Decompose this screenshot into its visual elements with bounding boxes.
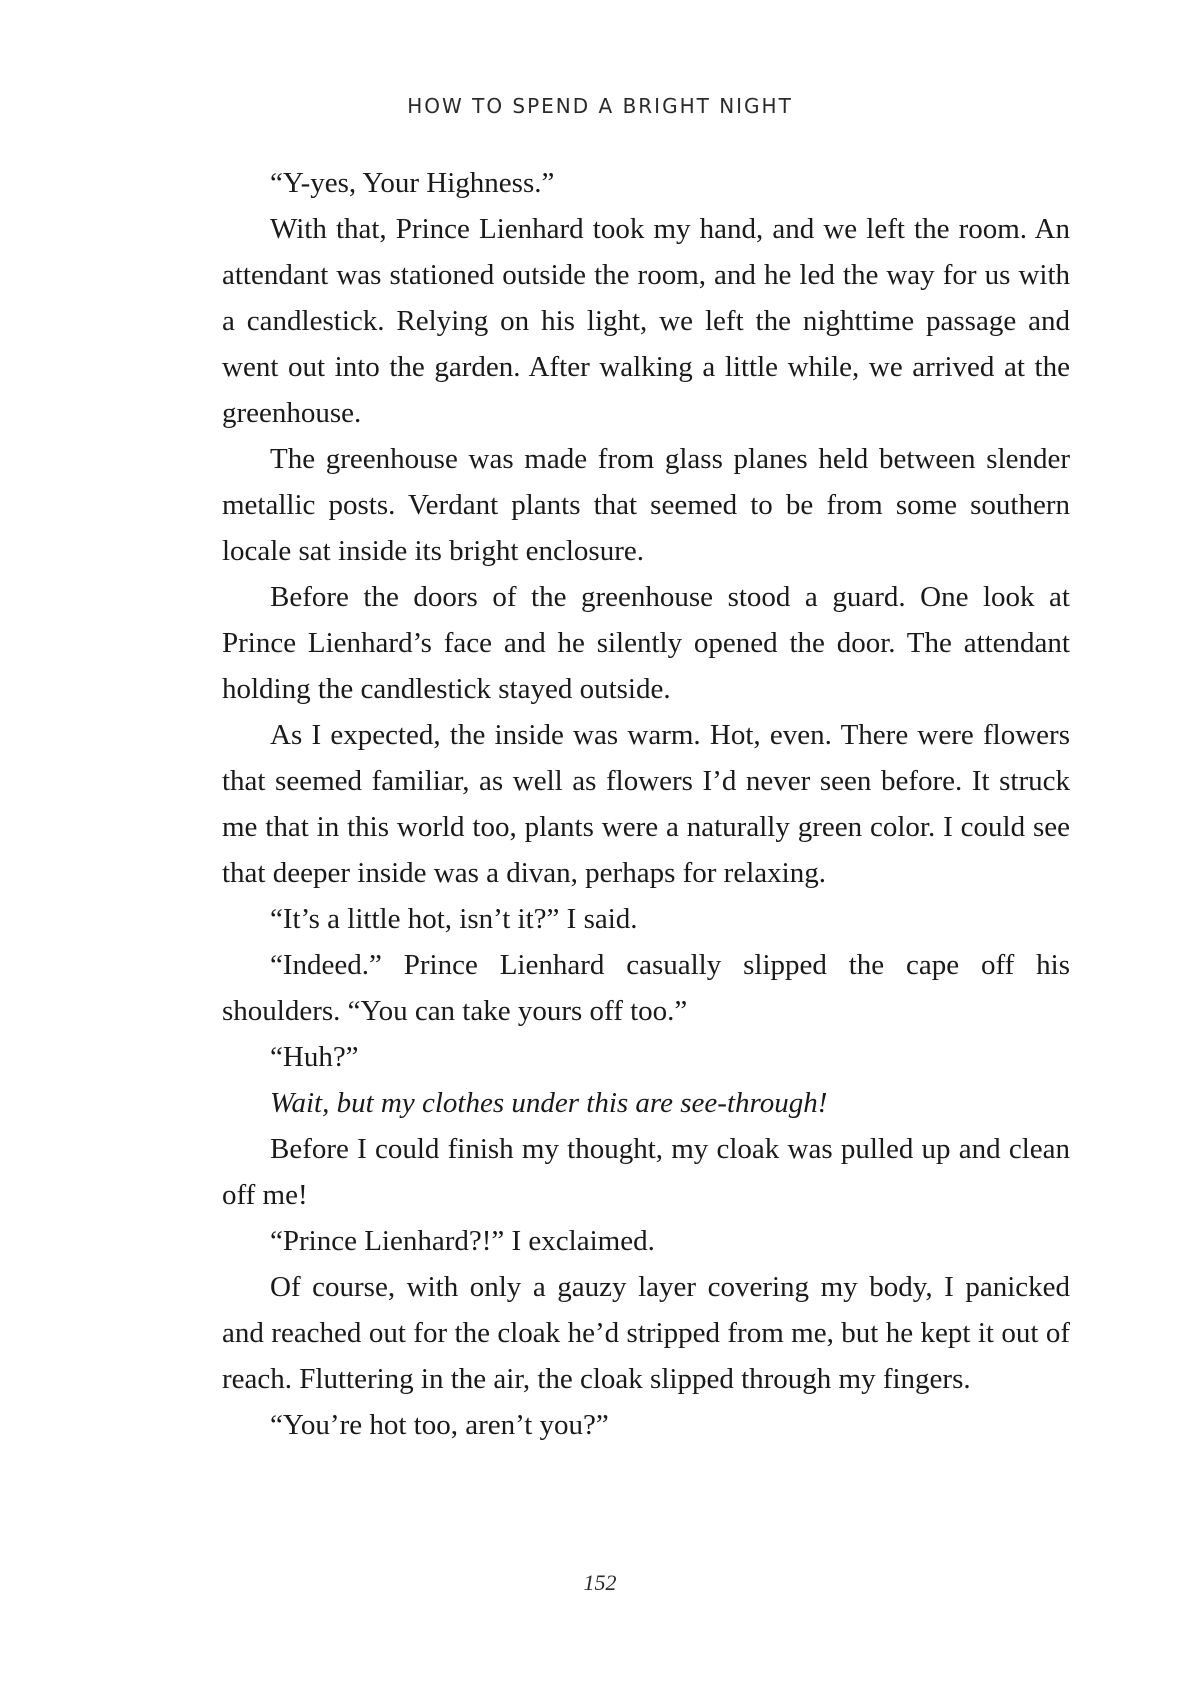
paragraph: Before the doors of the greenhouse stood a guard. One look at Prince Lienhard’s face and he silently opened the door. The attendant holding the candlestick stayed outside. xyxy=(222,581,1070,705)
italic-thought: Wait, but my clothes under this are see-through! xyxy=(270,1087,828,1119)
paragraph: The greenhouse was made from glass planes held between slender metallic posts. Verdant plants that seemed to be from some southern locale sat inside its bright enclosure. xyxy=(222,443,1070,567)
paragraph: “It’s a little hot, isn’t it?” I said. xyxy=(270,903,638,935)
body-text xyxy=(222,160,1070,1448)
paragraph: Before I could finish my thought, my cloak was pulled up and clean off me! xyxy=(222,1133,1070,1211)
running-head: HOW TO SPEND A BRIGHT NIGHT xyxy=(407,94,793,118)
paragraph: Of course, with only a gauzy layer covering my body, I panicked and reached out for the cloak he’d stripped from me, but he kept it out of reach. Fluttering in the air, the cloak slipped through my fingers. xyxy=(222,1271,1070,1395)
paragraph: As I expected, the inside was warm. Hot, even. There were flowers that seemed familiar, as well as flowers I’d never seen before. It struck me that in this world too, plants were a naturally green color. I could see that deeper inside was a divan, perhaps for relaxing. xyxy=(222,719,1070,889)
paragraph: “Prince Lienhard?!” I exclaimed. xyxy=(270,1225,655,1257)
page-number: 152 xyxy=(583,1570,617,1595)
paragraph: “You’re hot too, aren’t you?” xyxy=(270,1409,609,1441)
paragraph: With that, Prince Lienhard took my hand, and we left the room. An attendant was stationed outside the room, and he led the way for us with a candlestick. Relying on his light, we left the nighttime passage and went out into the garden. After walking a little while, we arrived at the greenhouse. xyxy=(222,213,1070,429)
paragraph: “Huh?” xyxy=(270,1041,359,1073)
paragraph: “Y-yes, Your Highness.” xyxy=(270,167,555,199)
paragraph: “Indeed.” Prince Lienhard casually slipped the cape off his shoulders. “You can take yours off too.” xyxy=(222,949,1070,1027)
